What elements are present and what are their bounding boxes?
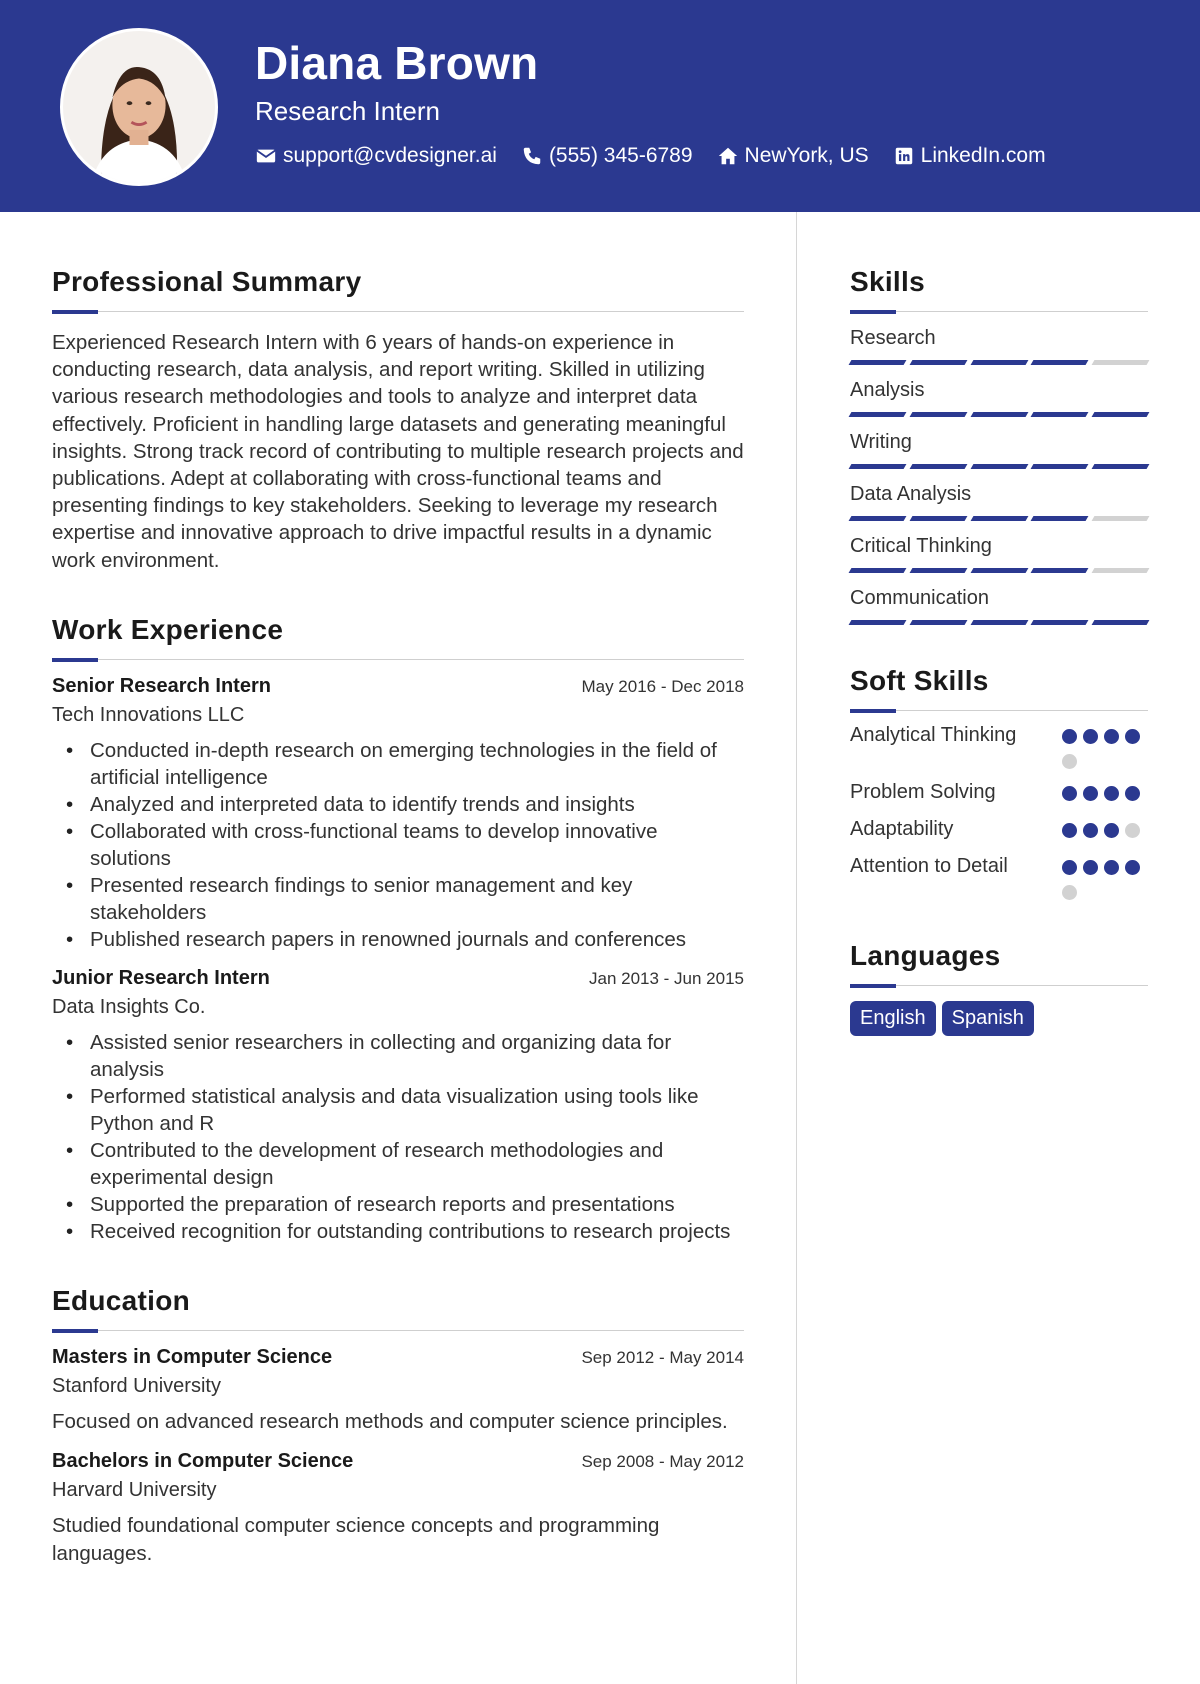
phone-icon [521, 145, 543, 167]
education-entry [52, 1346, 744, 1436]
envelope-icon [255, 145, 277, 167]
skill-level-bar [850, 464, 1148, 469]
skill-level-bar [850, 568, 1148, 573]
soft-skill-item [850, 816, 1148, 843]
soft-skill-item [850, 779, 1148, 806]
candidate-name: Diana Brown [255, 37, 539, 89]
rating-dot [1104, 729, 1119, 744]
section-heading: Skills [850, 266, 925, 297]
skill-level-segment [849, 568, 907, 573]
rating-dot [1083, 786, 1098, 801]
job-bullets [52, 1029, 744, 1245]
skill-item [850, 587, 1148, 625]
contact-linkedin[interactable] [893, 144, 1046, 168]
list-item: • Assisted senior researchers in collecting and organizing data for analysis [52, 1029, 744, 1083]
section-rule [52, 658, 744, 661]
profile-photo [63, 31, 215, 183]
skill-level-bar [850, 516, 1148, 521]
list-item: • Collaborated with cross-functional teams to develop innovative solutions [52, 818, 744, 872]
skill-level-segment [909, 516, 967, 521]
rating-dot [1062, 860, 1077, 875]
contact-linkedin-text: LinkedIn.com [920, 144, 1046, 167]
avatar [60, 28, 218, 186]
soft-skill-name: Adaptability [850, 818, 954, 840]
soft-skills-list [850, 722, 1148, 900]
contact-email-text: support@cvdesigner.ai [283, 144, 497, 167]
section-heading: Education [52, 1284, 191, 1316]
work-section [52, 614, 744, 1245]
skill-item [850, 483, 1148, 521]
skill-level-segment [849, 360, 907, 365]
summary-text: Experienced Research Intern with 6 years of hands-on experience in conducting research, data analysis, and report writing. Skilled in utilizing various research methodologies and tools to analyze and interpret data effectively. Proficient in handling large datasets and generating meaningful insights. Strong track record of contributing to multiple research projects and publications. Adept at collaborating with cross-functional teams and presenting findings to key stakeholders. Seeking to leverage my research expertise and innovative approach to drive impactful results in a dynamic work environment. [52, 331, 744, 572]
soft-skill-item [850, 853, 1148, 900]
degree-title: Masters in Computer Science [52, 1345, 333, 1368]
skill-level-segment [849, 464, 907, 469]
skill-level-segment [1031, 516, 1089, 521]
contact-location [717, 144, 869, 168]
soft-skill-name: Analytical Thinking [850, 724, 1017, 746]
education-entry [52, 1450, 744, 1568]
rating-dot [1125, 823, 1140, 838]
list-item: • Performed statistical analysis and data visualization using tools like Python and R [52, 1083, 744, 1137]
rating-dot [1062, 885, 1077, 900]
soft-skill-rating [1062, 779, 1148, 806]
soft-skills-section [850, 665, 1148, 900]
skill-level-segment [1092, 412, 1150, 417]
job-entry [52, 675, 744, 953]
rating-dot [1062, 823, 1077, 838]
skills-list [850, 327, 1148, 625]
skill-level-segment [1031, 360, 1089, 365]
skill-level-segment [1031, 412, 1089, 417]
job-entry [52, 967, 744, 1245]
rating-dot [1125, 860, 1140, 875]
section-rule [52, 310, 744, 313]
language-badges [850, 1001, 1148, 1036]
contact-phone[interactable] [521, 144, 693, 168]
skill-level-segment [909, 360, 967, 365]
skill-level-segment [1092, 464, 1150, 469]
summary-section [52, 266, 744, 574]
skill-name: Analysis [850, 379, 925, 401]
rating-dot [1062, 786, 1077, 801]
rating-dot [1104, 786, 1119, 801]
linkedin-icon [893, 145, 915, 167]
contact-phone-text: (555) 345-6789 [548, 144, 693, 167]
skill-level-segment [1092, 360, 1150, 365]
skill-level-segment [1031, 568, 1089, 573]
skill-level-segment [849, 620, 907, 625]
skill-level-segment [1031, 620, 1089, 625]
rating-dot [1083, 823, 1098, 838]
soft-skill-name: Attention to Detail [850, 855, 1008, 877]
rating-dot [1125, 786, 1140, 801]
contact-location-text: NewYork, US [744, 144, 869, 167]
language-badge: Spanish [942, 1001, 1034, 1036]
education-date: Sep 2012 - May 2014 [581, 1347, 744, 1367]
skill-name: Data Analysis [850, 483, 972, 505]
main-column [52, 266, 744, 1568]
skill-name: Communication [850, 587, 989, 609]
candidate-title: Research Intern [255, 96, 440, 126]
skill-level-segment [1092, 516, 1150, 521]
skills-section [850, 266, 1148, 625]
job-company: Data Insights Co. [52, 995, 206, 1018]
rating-dot [1062, 729, 1077, 744]
language-badge: English [850, 1001, 936, 1036]
list-item: • Analyzed and interpreted data to identify trends and insights [52, 791, 744, 818]
skill-level-segment [849, 412, 907, 417]
section-rule [850, 984, 1148, 987]
school-name: Stanford University [52, 1374, 221, 1397]
job-title: Junior Research Intern [52, 966, 270, 989]
job-title: Senior Research Intern [52, 674, 271, 697]
skill-level-segment [970, 568, 1028, 573]
skill-item [850, 431, 1148, 469]
skill-item [850, 379, 1148, 417]
soft-skill-name: Problem Solving [850, 781, 996, 803]
skill-level-segment [970, 620, 1028, 625]
skill-item [850, 327, 1148, 365]
rating-dot [1104, 823, 1119, 838]
job-bullets [52, 737, 744, 953]
soft-skill-rating [1062, 722, 1148, 769]
skill-level-segment [970, 360, 1028, 365]
section-heading: Work Experience [52, 613, 284, 645]
skill-level-bar [850, 360, 1148, 365]
contact-list [255, 144, 1070, 168]
header-banner [0, 0, 1200, 212]
list-item: • Presented research findings to senior management and key stakeholders [52, 872, 744, 926]
job-date: May 2016 - Dec 2018 [581, 676, 744, 696]
job-date: Jan 2013 - Jun 2015 [588, 968, 744, 988]
skill-level-segment [849, 516, 907, 521]
section-heading: Soft Skills [850, 665, 989, 696]
skill-level-bar [850, 620, 1148, 625]
rating-dot [1104, 860, 1119, 875]
school-name: Harvard University [52, 1478, 217, 1501]
list-item: • Published research papers in renowned journals and conferences [52, 926, 744, 953]
list-item: • Contributed to the development of research methodologies and experimental design [52, 1137, 744, 1191]
section-rule [850, 310, 1148, 313]
home-icon [717, 145, 739, 167]
skill-level-segment [909, 464, 967, 469]
languages-section [850, 940, 1148, 1036]
education-date: Sep 2008 - May 2012 [581, 1451, 744, 1471]
section-heading: Languages [850, 940, 1001, 971]
column-divider [796, 212, 797, 1684]
education-section [52, 1285, 744, 1568]
soft-skill-rating [1062, 853, 1148, 900]
job-company: Tech Innovations LLC [52, 703, 245, 726]
skill-level-segment [970, 464, 1028, 469]
skill-level-bar [850, 412, 1148, 417]
skill-level-segment [1031, 464, 1089, 469]
skill-level-segment [909, 568, 967, 573]
rating-dot [1083, 860, 1098, 875]
skill-name: Research [850, 327, 936, 349]
education-description: Focused on advanced research methods and computer science principles. [52, 1409, 728, 1433]
list-item: • Received recognition for outstanding contributions to research projects [52, 1218, 744, 1245]
skill-item [850, 535, 1148, 573]
section-rule [850, 709, 1148, 712]
skill-level-segment [970, 516, 1028, 521]
soft-skill-rating [1062, 816, 1148, 843]
section-rule [52, 1329, 744, 1332]
rating-dot [1062, 754, 1077, 769]
skill-level-segment [909, 412, 967, 417]
soft-skill-item [850, 722, 1148, 769]
rating-dot [1125, 729, 1140, 744]
list-item: • Supported the preparation of research reports and presentations [52, 1191, 744, 1218]
list-item: • Conducted in-depth research on emerging technologies in the field of artificial intelligence [52, 737, 744, 791]
degree-title: Bachelors in Computer Science [52, 1449, 354, 1472]
skill-level-segment [909, 620, 967, 625]
skill-name: Critical Thinking [850, 535, 992, 557]
rating-dot [1083, 729, 1098, 744]
section-heading: Professional Summary [52, 266, 362, 297]
contact-email[interactable] [255, 144, 497, 168]
education-description: Studied foundational computer science concepts and programming languages. [52, 1513, 660, 1565]
sidebar-column [850, 266, 1148, 1036]
skill-level-segment [1092, 568, 1150, 573]
skill-level-segment [1092, 620, 1150, 625]
skill-level-segment [970, 412, 1028, 417]
skill-name: Writing [850, 431, 912, 453]
